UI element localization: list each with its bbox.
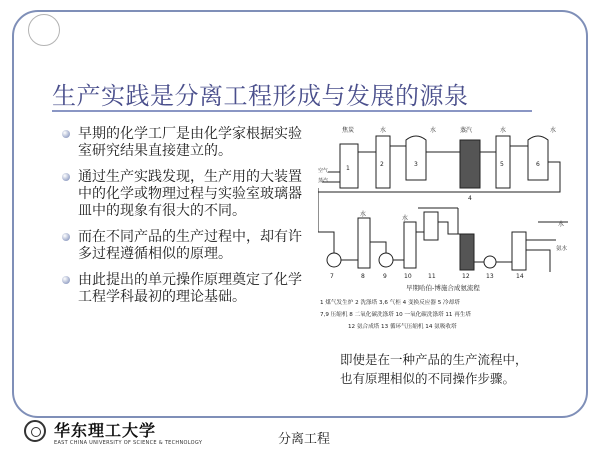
equip-number: 11	[428, 273, 436, 280]
ammonia-synthesis	[460, 234, 474, 270]
label-steam-left: 蒸汽	[318, 178, 329, 184]
recycle-compressor	[484, 256, 496, 268]
title-underline	[52, 110, 532, 112]
diagram-title: 早期哈伯-博施合成氨流程	[406, 284, 480, 292]
label-water-4: 水	[550, 127, 557, 134]
diagram-caption	[340, 350, 570, 388]
ammonia-absorber	[512, 232, 526, 270]
bullet-icon	[62, 130, 70, 138]
bullet-text: 通过生产实践发现，生产用的大装置中的化学或物理过程与实验室玻璃器皿中的现象有很大的不同。	[78, 169, 302, 219]
equip-number: 4	[468, 195, 472, 202]
equip-number: 3	[414, 161, 418, 168]
bullet-item	[62, 126, 312, 160]
equip-number: 6	[536, 161, 540, 168]
diagram-legend-line: 12 氨合成塔 13 循环气压缩机 14 氨吸收塔	[348, 324, 457, 330]
equip-number: 5	[500, 161, 504, 168]
label-air: 空气	[318, 168, 329, 174]
shift-reactor	[460, 140, 480, 188]
regenerator	[424, 212, 438, 240]
university-name-en: EAST CHINA UNIVERSITY OF SCIENCE & TECHNOLOGY	[54, 440, 203, 446]
equip-number: 7	[330, 273, 334, 280]
compressor-7	[327, 253, 341, 267]
co-washer	[404, 222, 416, 268]
equip-number: 1	[346, 165, 350, 172]
equip-number: 10	[404, 273, 412, 280]
bullet-icon	[62, 276, 70, 284]
caption-line: 也有原理相似的不同操作步骤。	[340, 371, 516, 386]
label-ammonia: 氨水	[556, 246, 568, 252]
compressor-9	[379, 253, 393, 267]
bullet-item	[62, 272, 312, 306]
bullet-item	[62, 229, 312, 263]
label-water-2: 水	[430, 127, 437, 134]
equip-number: 14	[516, 273, 524, 280]
corner-ring-decoration	[28, 14, 60, 46]
bullet-list	[62, 126, 312, 315]
bullet-icon	[62, 233, 70, 241]
caption-line: 即使是在一种产品的生产流程中，	[340, 352, 528, 367]
diagram-legend-line: 1 煤气发生炉 2 洗涤塔 3,6 气柜 4 变换反应器 5 冷却塔	[320, 300, 460, 306]
label-water-5: 水	[360, 211, 367, 218]
footer-course-name: 分离工程	[278, 432, 331, 447]
bullet-text: 而在不同产品的生产过程中，却有许多过程遵循相似的原理。	[78, 229, 302, 262]
label-water-6: 水	[402, 215, 409, 222]
label-coke: 焦炭	[342, 127, 355, 134]
equip-number: 2	[380, 161, 384, 168]
equip-number: 8	[361, 273, 365, 280]
gas-holder-3	[406, 136, 426, 180]
label-water-7: 水	[558, 221, 565, 228]
university-emblem-icon	[24, 420, 46, 442]
bullet-icon	[62, 173, 70, 181]
process-flow-diagram	[318, 122, 578, 340]
co2-washer	[358, 218, 370, 268]
university-name-cn: 华东理工大学	[54, 421, 157, 440]
university-logo	[14, 418, 203, 452]
equip-number: 12	[462, 273, 470, 280]
bullet-text: 早期的化学工厂是由化学家根据实验室研究结果直接建立的。	[78, 126, 302, 159]
gas-holder-6	[528, 136, 548, 180]
label-water-1: 水	[380, 127, 387, 134]
label-water-3: 水	[500, 127, 507, 134]
equip-number: 9	[383, 273, 387, 280]
bullet-item	[62, 169, 312, 220]
bullet-text: 由此提出的单元操作原理奠定了化学工程学科最初的理论基础。	[78, 272, 302, 305]
label-steam-mid: 蒸汽	[460, 127, 473, 134]
diagram-legend-line: 7,9 压缩机 8 二氧化碳洗涤塔 10 一氧化碳洗涤塔 11 再生塔	[320, 312, 472, 318]
slide-title: 生产实践是分离工程形成与发展的源泉	[52, 82, 469, 110]
equip-number: 13	[486, 273, 494, 280]
